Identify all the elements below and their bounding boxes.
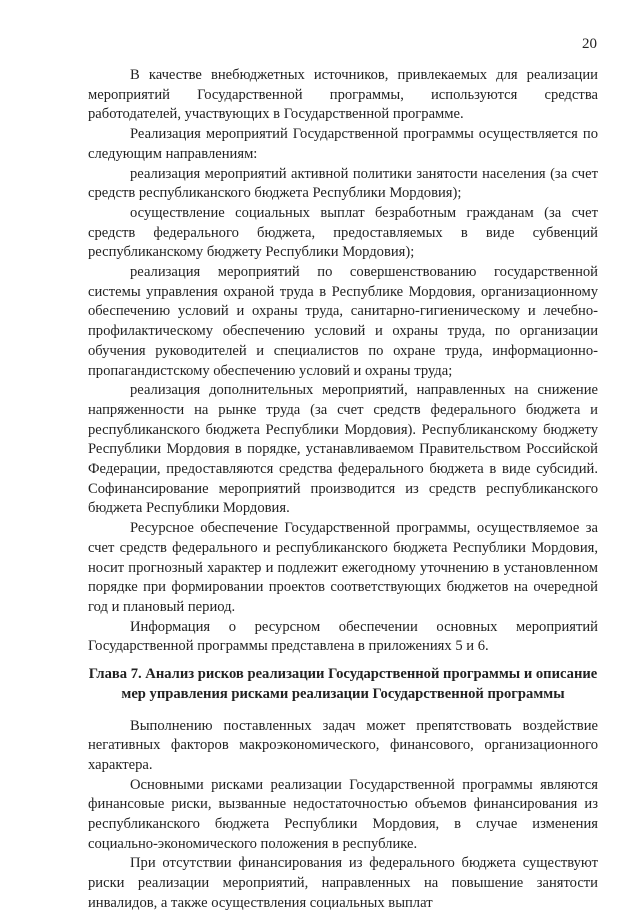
chapter-heading: Глава 7. Анализ рисков реализации Государственной программы и описание мер управления рисками реализации Государственной программы <box>88 666 598 702</box>
paragraph: осуществление социальных выплат безработным гражданам (за счет средств федерального бюджета, предоставляемых в виде субвенций республиканскому бюджету Республики Мордовия); <box>88 204 598 261</box>
page-number: 20 <box>582 36 597 52</box>
body-text <box>88 66 598 914</box>
paragraph: Выполнению поставленных задач может препятствовать воздействие негативных факторов макроэкономического, финансового, организационного характера. <box>88 717 598 773</box>
paragraph: При отсутствии финансирования из федерального бюджета существуют риски реализации мероприятий, направленных на повышение занятости инвалидов, а также осуществления социальных выплат <box>88 855 598 911</box>
paragraph: Основными рисками реализации Государственной программы являются финансовые риски, вызванные недостаточностью объемов финансирования из республиканского бюджета Республики Мордовия, в случае изменения социально-экономического положения в республике. <box>88 776 598 852</box>
paragraph: реализация дополнительных мероприятий, направленных на снижение напряженности на рынке труда (за счет средств федерального бюджета и республиканского бюджета Республики Мордовия). Республиканскому бюджету Республики Мордовия в порядке, устанавливаемом Правительством Российской Федерации, предоставляются средства федерального бюджета в виде субсидий. Софинансирование мероприятий производится из средств республиканского бюджета Республики Мордовия. <box>88 382 598 517</box>
paragraph: Ресурсное обеспечение Государственной программы, осуществляемое за счет средств федерального и республиканского бюджета Республики Мордовия, носит прогнозный характер и подлежит ежегодному уточнению в установленном порядке при формировании проектов соответствующих бюджетов на очередной год и плановый период. <box>88 520 598 615</box>
paragraph: В качестве внебюджетных источников, привлекаемых для реализации мероприятий Государственной программы, используются средства работодателей, участвующих в Государственной программе. <box>88 67 598 123</box>
paragraph: реализация мероприятий по совершенствованию государственной системы управления охраной труда в Республике Мордовия, организационному обеспечению условий и охраны труда, санитарно-гигиеническому и лечебно-профилактическому обеспечению условий и охраны труда, по организации обучения руководителей и специалистов по охране труда, информационно-пропагандистскому обеспечению условий и охраны труда; <box>88 264 598 379</box>
paragraph: Реализация мероприятий Государственной программы осуществляется по следующим направлениям: <box>88 126 598 162</box>
paragraph: реализация мероприятий активной политики занятости населения (за счет средств республиканского бюджета Республики Мордовия); <box>88 165 598 202</box>
paragraph: Информация о ресурсном обеспечении основных мероприятий Государственной программы представлена в приложениях 5 и 6. <box>88 618 598 655</box>
